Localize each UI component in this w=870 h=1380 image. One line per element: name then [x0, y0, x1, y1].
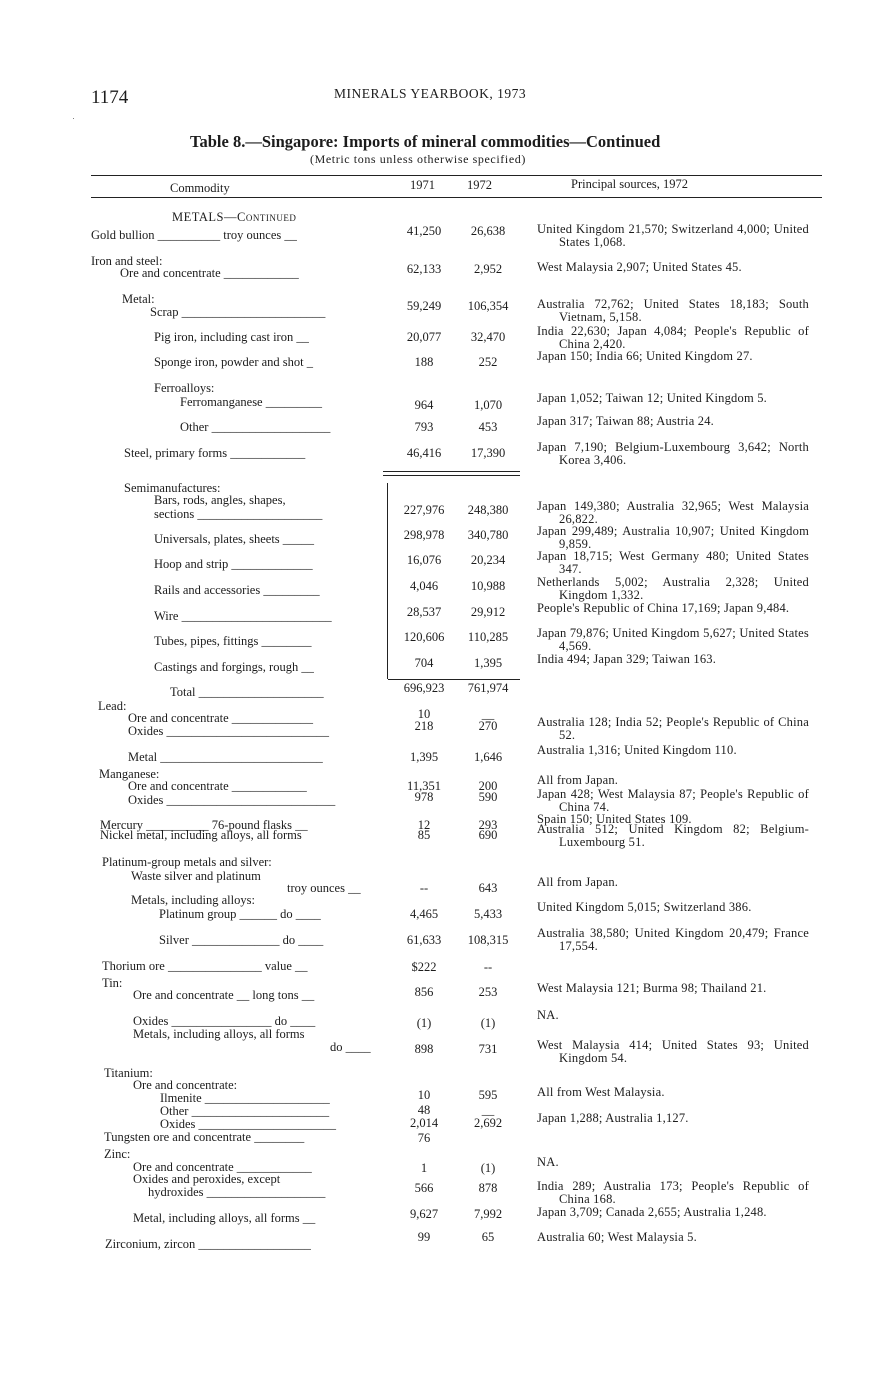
value-1971: 978: [414, 790, 434, 804]
commodity-label: Tin:: [102, 976, 123, 990]
value-1971: 856: [414, 985, 434, 999]
principal-sources: United Kingdom 21,570; Switzerland 4,000; United States 1,068.: [537, 222, 809, 249]
value-1972: 340,780: [467, 528, 509, 542]
principal-sources: West Malaysia 121; Burma 98; Thailand 21.: [537, 981, 767, 995]
value-1971: 62,133: [406, 262, 442, 276]
commodity-label: Metals, including alloys, all forms: [133, 1027, 305, 1041]
value-1972: 248,380: [467, 503, 509, 517]
principal-sources: Japan 1,288; Australia 1,127.: [537, 1111, 689, 1125]
commodity-label: Iron and steel:: [91, 254, 163, 268]
value-1971: (1): [416, 1016, 432, 1030]
principal-sources: All from West Malaysia.: [537, 1085, 665, 1099]
commodity-label: hydroxides ___________________: [148, 1185, 326, 1199]
commodity-label: sections ____________________: [154, 507, 323, 521]
value-1972: 761,974: [467, 681, 509, 695]
value-1972: 29,912: [470, 605, 506, 619]
value-1972: 690: [478, 828, 498, 842]
value-1971: 2,014: [409, 1116, 439, 1130]
commodity-label: Ore and concentrate:: [133, 1078, 238, 1092]
value-1972: 1,395: [473, 656, 503, 670]
value-1971: 11,351: [407, 779, 441, 793]
value-1971: 218: [414, 719, 434, 733]
value-1971: 793: [414, 420, 434, 434]
value-1971: 227,976: [403, 503, 445, 517]
value-1971: 10: [417, 707, 431, 721]
value-1971: $222: [411, 960, 437, 974]
value-1972: 731: [478, 1042, 498, 1056]
principal-sources: Australia 512; United Kingdom 82; Belgium-Luxembourg 51.: [537, 822, 809, 849]
commodity-label: Hoop and strip _____________: [154, 557, 313, 571]
value-1972: __: [481, 1103, 495, 1117]
value-1972: (1): [480, 1016, 496, 1030]
value-1971: 16,076: [406, 553, 442, 567]
value-1971: 4,046: [409, 579, 439, 593]
commodity-label: Platinum group ______ do ____: [159, 907, 321, 921]
value-1971: 10: [417, 1088, 431, 1102]
value-1971: 9,627: [409, 1207, 439, 1221]
commodity-label: Castings and forgings, rough __: [154, 660, 314, 674]
value-1972: 5,433: [473, 907, 503, 921]
value-1971: 99: [417, 1230, 431, 1244]
commodity-label: Zirconium, zircon __________________: [105, 1237, 311, 1251]
value-1972: 253: [478, 985, 498, 999]
value-1972: 643: [478, 881, 498, 895]
table-title: Table 8.—Singapore: Imports of mineral commodities—Continued: [190, 132, 661, 151]
principal-sources: India 494; Japan 329; Taiwan 163.: [537, 652, 717, 666]
principal-sources: Japan 7,190; Belgium-Luxembourg 3,642; North Korea 3,406.: [537, 440, 809, 467]
principal-sources: Japan 317; Taiwan 88; Austria 24.: [537, 414, 714, 428]
value-1971: 120,606: [403, 630, 445, 644]
column-header-1972: 1972: [467, 178, 492, 192]
column-header-1971: 1971: [410, 178, 435, 192]
principal-sources: All from Japan.: [537, 875, 619, 889]
value-1972: 65: [481, 1230, 495, 1244]
value-1972: 20,234: [470, 553, 506, 567]
commodity-label: Silver ______________ do ____: [159, 933, 324, 947]
page-number: 1174: [91, 87, 129, 108]
value-1971: 188: [414, 355, 434, 369]
principal-sources: India 22,630; Japan 4,084; People's Republic of China 2,420.: [537, 324, 809, 351]
commodity-label: Oxides __________________________: [128, 724, 330, 738]
commodity-label: Semimanufactures:: [124, 481, 221, 495]
value-1972: 1,070: [473, 398, 503, 412]
running-title: MINERALS YEARBOOK, 1973: [334, 86, 527, 101]
stray-mark: [73, 118, 74, 119]
commodity-label: Ilmenite ____________________: [160, 1091, 330, 1105]
commodity-label: Universals, plates, sheets _____: [154, 532, 315, 546]
value-1971: 898: [414, 1042, 434, 1056]
value-1972: 270: [478, 719, 498, 733]
principal-sources: United Kingdom 5,015; Switzerland 386.: [537, 900, 752, 914]
commodity-label: Ore and concentrate _____________: [128, 711, 314, 725]
commodity-label: Ore and concentrate ____________: [128, 779, 307, 793]
value-1971: 20,077: [406, 330, 442, 344]
value-1972: 26,638: [470, 224, 506, 238]
commodity-label: Thorium ore _______________ value __: [102, 959, 308, 973]
subtotal-double-rule-1: [383, 471, 520, 472]
value-1971: 1,395: [409, 750, 439, 764]
commodity-label: Bars, rods, angles, shapes,: [154, 493, 286, 507]
principal-sources: All from Japan.: [537, 773, 619, 787]
principal-sources: Japan 1,052; Taiwan 12; United Kingdom 5.: [537, 391, 767, 405]
value-1972: 17,390: [470, 446, 506, 460]
principal-sources: People's Republic of China 17,169; Japan 9,484.: [537, 601, 790, 615]
value-1972: --: [483, 960, 493, 974]
value-1971: 76: [417, 1131, 431, 1145]
value-1972: 110,285: [467, 630, 509, 644]
principal-sources: India 289; Australia 173; People's Republic of China 168.: [537, 1179, 809, 1206]
principal-sources: Australia 38,580; United Kingdom 20,479; France 17,554.: [537, 926, 809, 953]
commodity-label: Tungsten ore and concentrate ________: [104, 1130, 305, 1144]
commodity-label: Manganese:: [99, 767, 160, 781]
value-1971: 28,537: [406, 605, 442, 619]
commodity-label: Total ____________________: [170, 685, 324, 699]
subtotal-double-rule-2: [383, 475, 520, 476]
commodity-label: METALS—Continued: [172, 210, 297, 224]
top-rule: [91, 175, 822, 176]
value-1972: 2,692: [473, 1116, 503, 1130]
value-1972: 2,952: [473, 262, 503, 276]
principal-sources: Netherlands 5,002; Australia 2,328; United Kingdom 1,332.: [537, 575, 809, 602]
value-1971: 61,633: [406, 933, 442, 947]
column-divider: [387, 483, 388, 679]
commodity-label: Ore and concentrate ____________: [133, 1160, 312, 1174]
commodity-label: Steel, primary forms ____________: [124, 446, 306, 460]
principal-sources: Japan 299,489; Australia 10,907; United Kingdom 9,859.: [537, 524, 809, 551]
commodity-label: Gold bullion __________ troy ounces __: [91, 228, 297, 242]
total-rule: [388, 679, 520, 680]
principal-sources: West Malaysia 2,907; United States 45.: [537, 260, 742, 274]
value-1972: 293: [478, 818, 498, 832]
commodity-label: Waste silver and platinum: [131, 869, 261, 883]
value-1971: 298,978: [403, 528, 445, 542]
value-1972: 878: [478, 1181, 498, 1195]
commodity-label: Ferroalloys:: [154, 381, 215, 395]
commodity-label: Lead:: [98, 699, 127, 713]
value-1972: 106,354: [467, 299, 509, 313]
commodity-label: Ore and concentrate __ long tons __: [133, 988, 315, 1002]
commodity-label: Wire ________________________: [154, 609, 332, 623]
commodity-label: Pig iron, including cast iron __: [154, 330, 309, 344]
commodity-label: Nickel metal, including alloys, all forms: [100, 828, 302, 842]
value-1972: 108,315: [467, 933, 509, 947]
column-header-commodity: Commodity: [170, 181, 230, 195]
value-1971: 59,249: [406, 299, 442, 313]
commodity-label: Metals, including alloys:: [131, 893, 255, 907]
commodity-label: Tubes, pipes, fittings ________: [154, 634, 312, 648]
commodity-label: Zinc:: [104, 1147, 131, 1161]
commodity-label: Scrap _______________________: [150, 305, 326, 319]
commodity-label: troy ounces __: [287, 881, 361, 895]
value-1971: 85: [417, 828, 431, 842]
value-1971: 4,465: [409, 907, 439, 921]
value-1971: 1: [420, 1161, 428, 1175]
table-subtitle: (Metric tons unless otherwise specified): [310, 152, 526, 166]
commodity-label: Ore and concentrate ____________: [120, 266, 299, 280]
value-1971: 704: [414, 656, 434, 670]
principal-sources: Japan 150; India 66; United Kingdom 27.: [537, 349, 753, 363]
value-1972: 200: [478, 779, 498, 793]
commodity-label: Oxides ______________________: [160, 1117, 337, 1131]
value-1972: 453: [478, 420, 498, 434]
commodity-label: do ____: [330, 1040, 371, 1054]
principal-sources: Japan 79,876; United Kingdom 5,627; United States 4,569.: [537, 626, 809, 653]
value-1972: 32,470: [470, 330, 506, 344]
principal-sources: Japan 18,715; West Germany 480; United States 347.: [537, 549, 809, 576]
principal-sources: Japan 428; West Malaysia 87; People's Republic of China 74.: [537, 787, 809, 814]
principal-sources: West Malaysia 414; United States 93; United Kingdom 54.: [537, 1038, 809, 1065]
value-1972: 7,992: [473, 1207, 503, 1221]
value-1972: 252: [478, 355, 498, 369]
principal-sources: Japan 3,709; Canada 2,655; Australia 1,248.: [537, 1205, 767, 1219]
commodity-label: Metal __________________________: [128, 750, 323, 764]
principal-sources: Australia 128; India 52; People's Republic of China 52.: [537, 715, 809, 742]
commodity-label: Oxides and peroxides, except: [133, 1172, 281, 1186]
value-1971: --: [419, 881, 429, 895]
commodity-label: Metal:: [122, 292, 155, 306]
value-1971: 48: [417, 1103, 431, 1117]
commodity-label: Other ___________________: [180, 420, 331, 434]
principal-sources: Australia 72,762; United States 18,183; South Vietnam, 5,158.: [537, 297, 809, 324]
commodity-label: Metal, including alloys, all forms __: [133, 1211, 316, 1225]
value-1971: 41,250: [406, 224, 442, 238]
commodity-label: Ferromanganese _________: [180, 395, 322, 409]
commodity-label: Oxides ________________ do ____: [133, 1014, 316, 1028]
value-1971: 566: [414, 1181, 434, 1195]
principal-sources: Australia 60; West Malaysia 5.: [537, 1230, 697, 1244]
value-1972: 595: [478, 1088, 498, 1102]
commodity-label: Other ______________________: [160, 1104, 330, 1118]
value-1971: 696,923: [403, 681, 445, 695]
principal-sources: Spain 150; United States 109.: [537, 812, 692, 826]
commodity-label: Oxides ___________________________: [128, 793, 336, 807]
header-rule: [91, 197, 822, 198]
principal-sources: Japan 149,380; Australia 32,965; West Malaysia 26,822.: [537, 499, 809, 526]
commodity-label: Mercury __________ 76-pound flasks __: [100, 818, 308, 832]
value-1972: 10,988: [470, 579, 506, 593]
principal-sources: NA.: [537, 1155, 559, 1169]
value-1971: 46,416: [406, 446, 442, 460]
value-1971: 964: [414, 398, 434, 412]
commodity-label: Platinum-group metals and silver:: [102, 855, 272, 869]
value-1972: __: [481, 707, 495, 721]
value-1972: (1): [480, 1161, 496, 1175]
commodity-label: Titanium:: [104, 1066, 153, 1080]
commodity-label: Rails and accessories _________: [154, 583, 320, 597]
column-header-sources: Principal sources, 1972: [571, 177, 688, 191]
commodity-label: Sponge iron, powder and shot _: [154, 355, 314, 369]
principal-sources: NA.: [537, 1008, 559, 1022]
principal-sources: Australia 1,316; United Kingdom 110.: [537, 743, 737, 757]
value-1971: 12: [417, 818, 431, 832]
value-1972: 1,646: [473, 750, 503, 764]
value-1972: 590: [478, 790, 498, 804]
